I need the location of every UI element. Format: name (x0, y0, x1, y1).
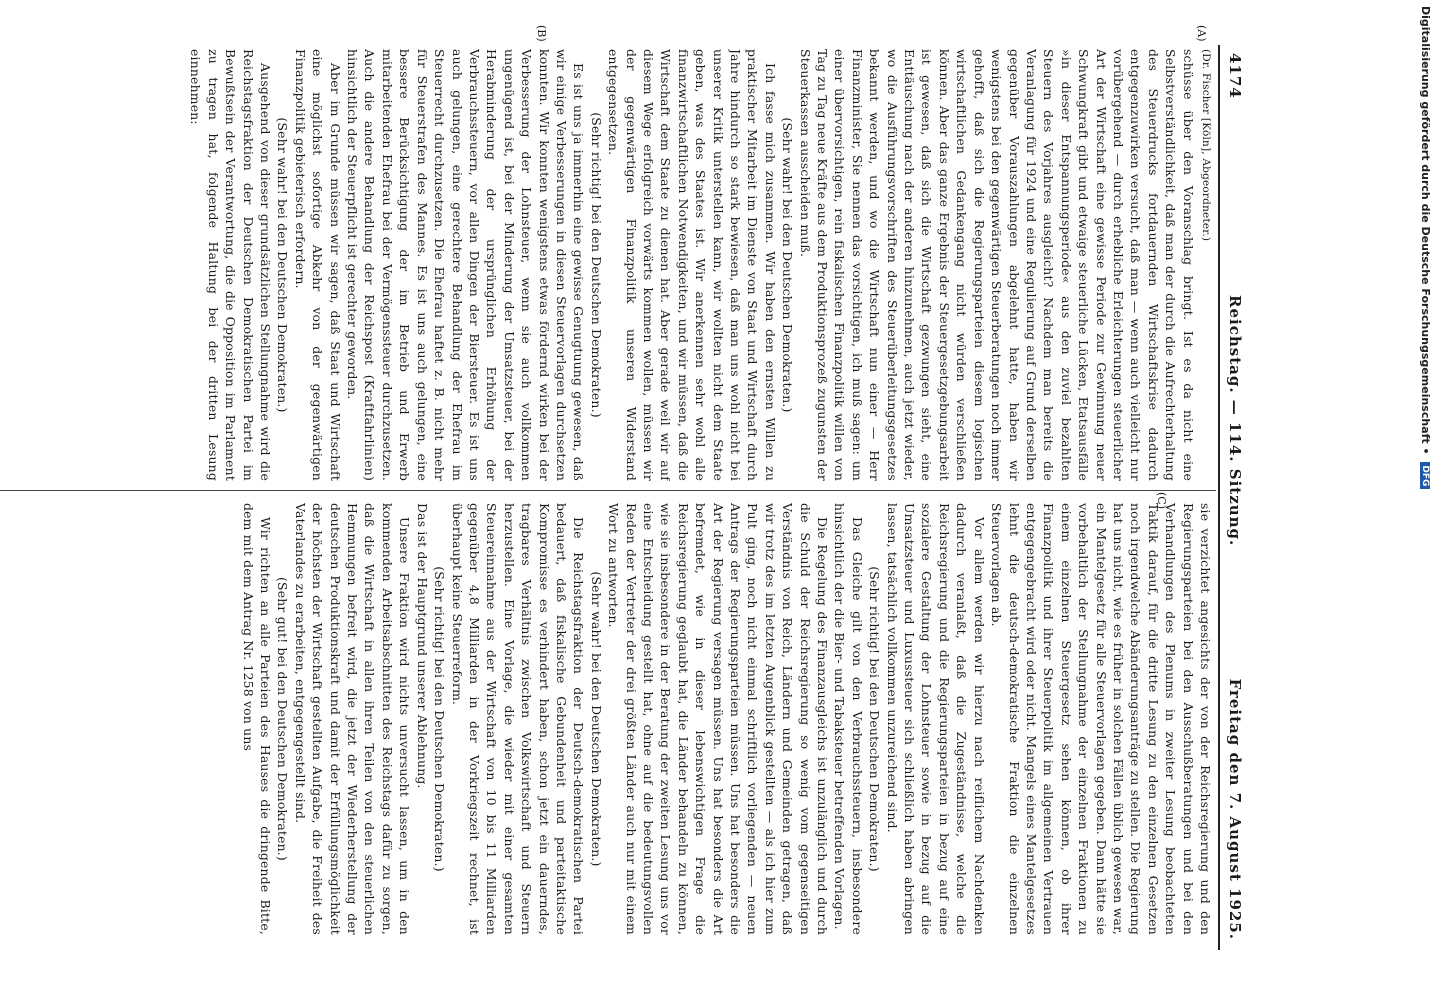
margin-marker-a: (A) (1195, 25, 1208, 42)
interjection: (Sehr wahr! bei den Deutschen Demokraten.) (780, 117, 796, 413)
paragraph: Die Reichstagsfraktion der Deutsch-demokratischen Partei bedauert, daß fiskalische Gebundenheit und parteitaktische Kompromisse es verhindert haben, schon jetzt ein dauerndes, tragbares Verhältnis zwischen Volkswirtschaft und Steuern herzustellen. Eine Vorlage, die wieder mit einer gesamten Steuereinnahme aus der Wirtschaft von 10 bis 11 Milliarden gegenüber 4,8 Milliarden in der Vorkriegszeit rechnet, ist überhaupt keine Steuerreform. (449, 503, 587, 935)
speaker-label: (Dr. Fischer [Köln], Abgeordneter.) (1200, 49, 1212, 242)
interjection: (Sehr richtig! bei den Deutschen Demokraten.) (588, 112, 604, 418)
column-separator (0, 490, 1216, 491)
right-column (0, 503, 1214, 935)
header-rule (1218, 45, 1220, 950)
page-number: 4174 (1226, 53, 1244, 99)
paragraph: Ausgehend von dieser grundsätzlichen Stellungnahme wird die Reichstagsfraktion der Deutschen Demokratischen Partei im Bewußtsein der Verantwortung, die die Opposition im Parlament zu tragen hat, folgende Haltung bei der dritten Lesung einnehmen: (188, 49, 274, 481)
paragraph: Das Gleiche gilt von den Verbrauchssteuern, insbesondere hinsichtlich der die Bier- und Tabaksteuer betreffenden Vorlagen. (832, 503, 865, 935)
paragraph: Unsere Fraktion wird nichts unversucht lassen, um in den kommenden Arbeitsabschnitten des Reichstags dafür zu sorgen, daß die Wirtschaft in allen ihren Teilen von den steuerlichen Hemmungen befreit wird, die jetzt der Wiederherstellung der deutschen Produktionskraft und damit der Erfüllungsmöglichkeit der höchsten der Wirtschaft gestellten Aufgabe, die Freiheit des Vaterlandes zu erarbeiten, entgegengestellt sind. (292, 503, 413, 935)
interjection: (Sehr richtig! bei den Deutschen Demokraten.) (432, 566, 448, 872)
session-title: Reichstag. — 114. Sitzung. (1226, 295, 1244, 547)
session-date: Freitag den 7. August 1925. (1226, 678, 1244, 940)
paragraph: Aber im Grunde müssen wir sagen, daß Staat und Wirtschaft eine möglichst sofortige Abkehr von der gegenwärtigen Finanzpolitik gebieterisch erfordern. (292, 49, 343, 481)
digitization-text: Digitalisierung gefördert durch die Deutsche Forschungsgemeinschaft • (1419, 6, 1432, 455)
interjection: (Sehr wahr! bei den Deutschen Demokraten.) (275, 117, 291, 413)
page-header (1222, 45, 1248, 950)
paragraph: sie verzichtet angesichts der von der Reichsregierung und den Regierungsparteien bei den Ausschußberatungen und bei den Verhandlungen des Plenums in zweiter Lesung beobachteten Taktik darauf, für die dritte Lesung zu den einzelnen Gesetzen noch irgendwelche Abänderungsanträge zu stellen. Die Regierung hat uns nicht, wie es früher in solchen Fällen üblich gewesen war, ein Mantelgesetz für alle Steuervorlagen gegeben. Dann hätte sie vorbehaltlich der Stellungnahme der einzelnen Fraktionen zu einem einzelnen Steuergesetz sehen können, ob ihrer Finanzpolitik und ihrer Steuerpolitik im allgemeinen Vertrauen entgegengebracht wird oder nicht. Mangels eines Mantelgesetzes lehnt die deutsch-demokratische Fraktion die einzelnen Steuervorlagen ab. (989, 503, 1213, 935)
margin-marker-b: (B) (535, 25, 548, 42)
interjection: (Sehr gut! bei den Deutschen Demokraten.) (275, 577, 291, 861)
paragraph: Es ist uns ja immerhin eine gewisse Genugtuung gewesen, daß wir einige Verbesserungen in diesen Steuervorlagen durchsetzen konnten. Wir konnten wenigstens etwas fördernd wirken bei der Verbesserung der Lohnsteuer, wenn sie auch vollkommen ungenügend ist, bei der Minderung der Umsatzsteuer, bei der Herabminderung der ursprünglichen Erhöhung der Verbrauchssteuern, vor allen Dingen der Biersteuer. Es ist uns auch gelungen, eine gerechtere Behandlung der Ehefrau im Steuerrecht durchzusetzen. Die Ehefrau haftet z. B. nicht mehr für Steuerstrafen des Mannes. Es ist uns auch gelungen, eine bessere Berücksichtigung der im Betrieb und Erwerb mitarbeitenden Ehefrau bei der Vermögenssteuer durchzusetzen. Auch die andere Behandlung der Reichspost (Kraftfahrlinien) hinsichtlich der Steuerpflicht ist gerechter geworden. (345, 49, 587, 481)
document-sheet (0, 25, 1248, 950)
paragraph: Ich fasse mich zusammen. Wir haben den ernsten Willen zu praktischer Mitarbeit im Dienste von Staat und Wirtschaft durch Jahre hindurch so stark bewiesen, daß man uns wohl nicht bei unserer Kritik unterstellen kann, wir wollten nicht dem Staate geben, was des Staates ist. Wir anerkennen sehr wohl alle finanzwirtschaftlichen Notwendigkeiten, und wir müssen, daß die Wirtschaft dem Staate zu dienen hat. Aber gerade weil wir auf diesem Wege erfolgreich vorwärts kommen wollen, müssen wir der gegenwärtigen Finanzpolitik unseren Widerstand entgegensetzen. (606, 49, 778, 481)
left-column (0, 49, 1214, 481)
paragraph: Vor allem werden wir hierzu nach reiflichem Nachdenken dadurch veranlaßt, daß die Zugeständnisse, welche die Reichsregierung und die Regierungsparteien in bezug auf eine sozialere Gestaltung der Lohnsteuer sowie in bezug auf die Umsatzsteuer und Luxussteuer sich schließlich haben abringen lassen, tatsächlich vollkommen unzureichend sind. (884, 503, 987, 935)
paragraph: Wir richten an alle Parteien des Hauses die dringende Bitte, dem mit dem Antrag Nr. 1258 von uns (240, 503, 274, 935)
margin-marker-c: (C) (1155, 492, 1168, 509)
paragraph: schüsse über den Voranschlag bringt. Ist es da nicht eine Selbstverständlichkeit, daß man der durch die Aufrechterhaltung des Steuerdrucks fortdauernden Wirtschaftskrise dadurch entgegenzuwirken versucht, daß man — wenn auch vielleicht nur vorübergehend — durch erhebliche Erleichterungen steuerlicher Art der Wirtschaft eine gewisse Periode zur Gewinnung neuer Schwungkraft gibt und etwaige steuerliche Lücken, Etatsausfälle »in dieser Entspannungsperiode« aus den zuviel bezahlten Steuern des Vorjahres ausgleicht? Nachdem man bereits die Veranlagung für 1924 und eine Regulierung auf Grund derselben gegenüber Vorauszahlungen abgelehnt hatte, haben wir wenigstens bei den gegenwärtigen Steuerberatungen noch immer gehofft, daß sich die Regierungsparteien diesem logischen wirtschaftlichen Gedankengang nicht würden verschließen können. Aber das ganze Ergebnis der Steuergesetzgebungsarbeit ist gewesen, daß sich die Wirtschaft gezwungen sieht, eine Enttäuschung nach der anderen hinzunehmen, auch jetzt wieder, wo die Ausführungsvorschriften des Steuerüberleitungsgesetzes bekannt werden, und wo die Wirtschaft nun einer — Herr Finanzminister, Sie nennen das vorsichtigen, ich muß sagen: um einer übervorsichtigen, rein fiskalischen Finanzpolitik willen von Tag zu Tag neue Kräfte aus dem Produktionsprozeß zugunsten der Steuerkassen ausscheiden muß. (797, 49, 1196, 481)
dfg-logo: DFG (1420, 462, 1430, 489)
paragraph: Die Regelung des Finanzausgleichs ist unzulänglich und durch die Schuld der Reichsregierung so wenig vom gegenseitigen Verständnis von Reich, Ländern und Gemeinden getragen, daß wir trotz des im letzten Augenblick gestellten — als ich hier zum Pult ging, noch nicht einmal schriftlich vorliegenden — neuen Antrags der Regierungsparteien müssen. Uns hat besonders die Art der Regierung versagen müssen. Uns hat besonders die Art befremdet, wie in dieser lebenswichtigen Frage die Reichsregierung geglaubt hat, die Länder behandeln zu können, wie sie insbesondere in der Beratung der zweiten Lesung uns vor eine Entscheidung gestellt hat, ohne auf die bedeutungsvollen Reden der Vertreter der drei größten Länder auch nur mit einem Wort zu antworten. (606, 503, 831, 935)
interjection: (Sehr richtig! bei den Deutschen Demokraten.) (867, 566, 883, 872)
paragraph: Das ist der Hauptgrund unserer Ablehnung. (414, 503, 430, 789)
digitization-note (1419, 6, 1432, 489)
interjection: (Sehr wahr! bei den Deutschen Demokraten.) (588, 571, 604, 867)
